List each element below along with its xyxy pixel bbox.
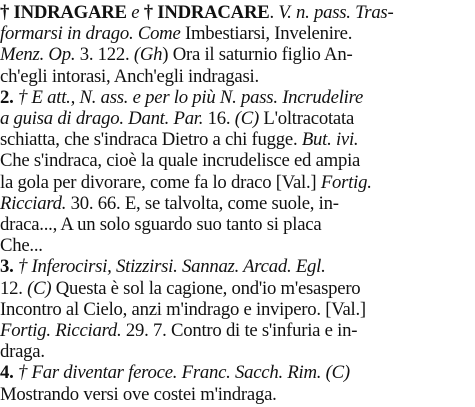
text-segment: ch'egli intorasi, Anch'egli indragasi. — [0, 65, 259, 87]
entry-line — [0, 22, 468, 45]
text-segment: [Val.] — [275, 171, 317, 193]
text-segment: e — [126, 2, 144, 23]
text-segment: Fortig. — [316, 171, 372, 193]
text-segment: Imbestiarsi, Invelenire. — [184, 23, 353, 45]
text-segment: Questa è sol la cagione, ond'io m'esaspero — [51, 277, 361, 299]
text-segment: Che s'indraca, cioè la quale incrudelisce ed ampia — [0, 150, 361, 172]
entry-line — [0, 149, 468, 172]
entry-line — [0, 319, 468, 342]
text-segment: 16. — [203, 108, 235, 129]
entry-line — [0, 277, 468, 300]
entry-line — [0, 234, 468, 257]
text-segment: draca..., A un solo sguardo suo tanto si placa — [0, 214, 322, 235]
text-segment: 4. — [0, 362, 18, 384]
text-segment: la gola per divorare, come fa lo draco — [0, 171, 276, 193]
text-segment: Incontro al Cielo, anzi m'indrago e invipero. — [0, 298, 326, 320]
entry-line — [0, 383, 468, 406]
text-segment: (C) — [325, 362, 350, 384]
entry-line — [0, 128, 468, 151]
text-segment: 3. 122. — [75, 44, 134, 66]
text-segment: 3. — [0, 256, 18, 278]
text-segment: (C) — [27, 277, 52, 299]
entry-line — [0, 255, 468, 278]
text-segment: † Far diventar feroce. Franc. Sacch. Rim. — [17, 362, 322, 384]
entry-line — [0, 65, 468, 88]
text-segment: 30. 66. E, se talvolta, come suole, in- — [66, 192, 339, 214]
text-segment: † INDRAGARE — [0, 2, 127, 23]
text-segment: Fortig. Ricciard. — [0, 320, 122, 341]
text-segment: a guisa di drago. Dant. Par. — [0, 108, 204, 129]
text-segment: Mostrando versi ove costei m'indraga. — [0, 383, 277, 405]
entry-line — [0, 213, 468, 236]
text-segment: draga. — [0, 341, 45, 363]
text-segment: † INDRACARE — [143, 2, 270, 23]
text-segment: formarsi in drago. Come — [0, 23, 185, 45]
entry-line — [0, 86, 468, 109]
text-segment: (C) — [234, 108, 259, 129]
entry-line — [0, 340, 468, 363]
entry-line — [0, 1, 468, 24]
entry-line — [0, 107, 468, 130]
text-segment: (Gh — [133, 44, 163, 66]
entry-line — [0, 192, 468, 215]
entry-line — [0, 43, 468, 66]
text-segment: 2. — [0, 86, 18, 108]
text-segment: [Val.] — [325, 298, 366, 320]
text-segment: † Inferocirsi, Stizzirsi. Sannaz. Arcad. Egl. — [17, 256, 326, 278]
entry-line — [0, 361, 468, 384]
text-segment: 29. 7. Contro di te s'infuria e in- — [121, 320, 358, 341]
text-segment: Menz. Op. — [0, 44, 76, 66]
text-segment: But. ivi. — [301, 129, 359, 151]
text-segment: schiatta, che s'indraca Dietro a chi fugge. — [0, 129, 302, 151]
text-segment: L'oltracotata — [258, 108, 355, 129]
entry-line — [0, 298, 468, 321]
text-segment: 12. — [0, 277, 28, 299]
text-segment: † E att., N. ass. e per lo più N. pass. Incrudelire — [17, 86, 364, 108]
text-segment: V. n. pass. Tras- — [278, 2, 394, 23]
text-segment: . — [269, 2, 279, 23]
text-segment: Che... — [0, 235, 43, 257]
entry-line — [0, 171, 468, 194]
text-segment: ) Ora il saturnio figlio An- — [162, 44, 353, 66]
text-segment: Ricciard. — [0, 192, 67, 214]
